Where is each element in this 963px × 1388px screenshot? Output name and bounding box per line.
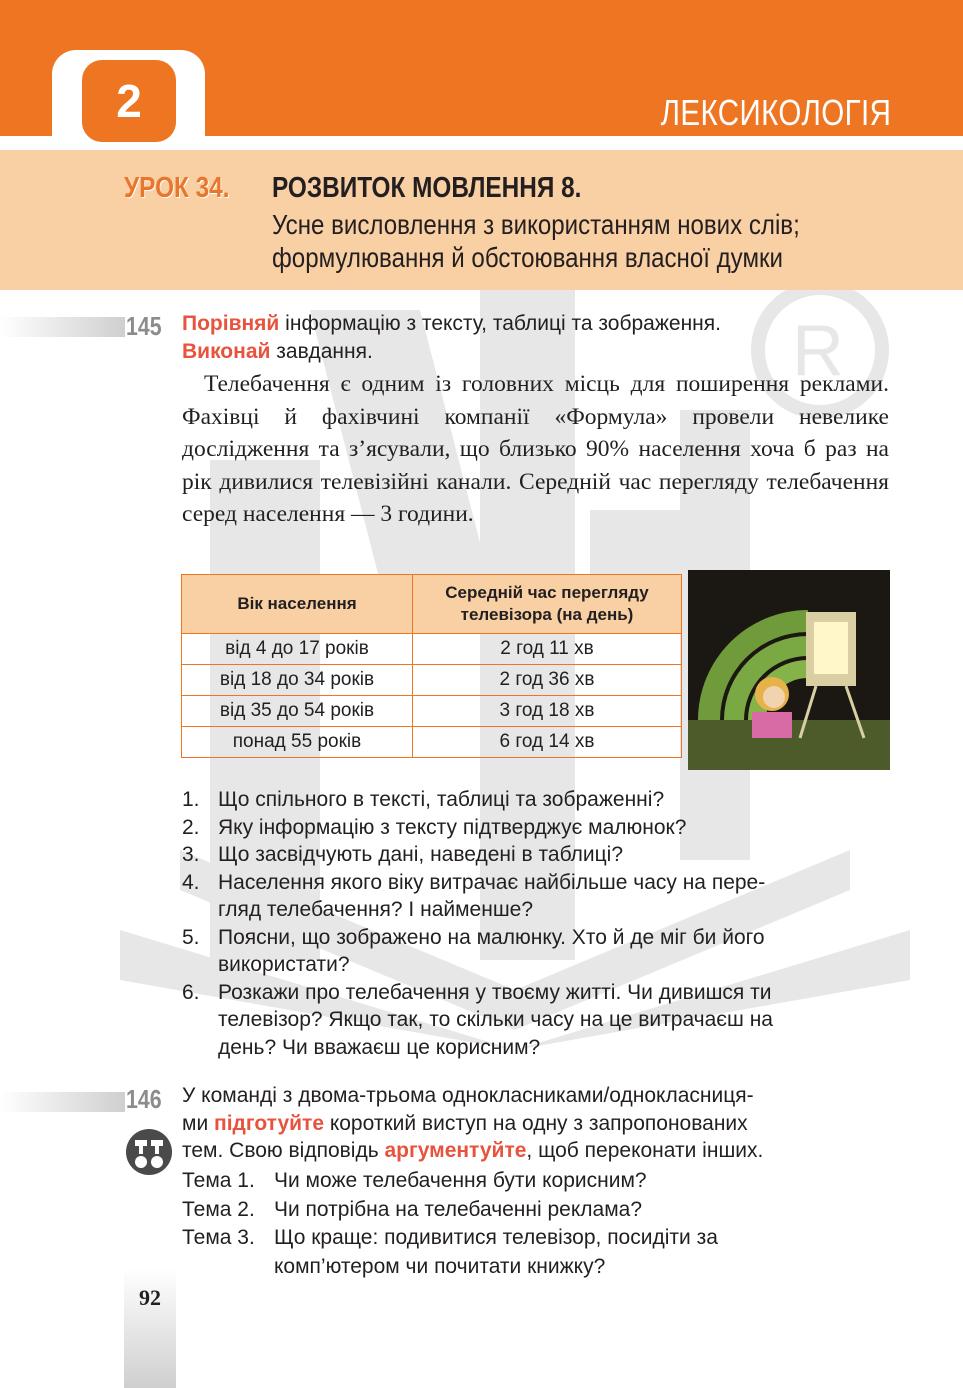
task-line [182,338,721,366]
item-number: 4. [182,870,200,894]
item-text: Яку інформацію з тексту підтверджує малюнок? [218,815,687,839]
lesson-label: УРОК 34. [124,172,230,204]
list-item [182,786,773,814]
topic-label: Тема 3. [182,1226,255,1249]
item-text [218,869,765,924]
topic-label: Тема 2. [182,1197,255,1221]
task-verb: Виконай [182,340,271,363]
topic-text-line: комп’ютером чи почитати книжку? [274,1254,606,1278]
svg-text:R: R [792,311,844,391]
column-header: Вік населення [182,575,413,634]
list-item [182,869,773,924]
table-cell: 2 год 11 хв [413,634,682,665]
table-cell: від 18 до 34 років [182,665,413,696]
page-number: 92 [139,1285,161,1310]
table-cell: від 35 до 54 років [182,696,413,727]
list-item [182,841,773,869]
topic-label: Тема 1. [182,1169,255,1192]
viewing-time-table [181,574,682,758]
item-number: 5. [182,925,200,949]
table-row [182,665,682,696]
list-item [182,979,773,1062]
chapter-number: 2 [82,60,176,142]
task-text: завдання. [270,340,373,363]
exercise-text [182,368,889,531]
question-list [182,786,773,1061]
task-verb: аргументуйте [384,1139,527,1162]
exercise-marker-bar [0,1092,125,1112]
task-line [182,310,721,338]
table-cell: 6 год 14 хв [413,727,682,758]
item-number: 6. [182,980,200,1004]
topic-list [182,1167,718,1281]
item-text-line: Населення якого віку витрачає найбільше часу на пере- [218,870,766,894]
task-text: , щоб переконати інших. [526,1139,764,1162]
item-text-line: Поясни, що зображено на малюнку. Хто й де міг би його [218,925,765,949]
item-number: 2. [182,815,200,839]
topic-text [274,1224,718,1281]
task-text: тем. Свою відповідь [182,1139,385,1162]
table-row [182,634,682,665]
item-number: 1. [182,788,200,811]
topic-item [182,1224,718,1281]
item-text-line: використати? [218,953,350,976]
exercise-number: 145 [126,311,162,341]
task-text: короткий виступ на одну з запропонованих [324,1111,748,1135]
task-text: ми [182,1111,215,1135]
item-text-line: день? Чи вважаєш це корисним? [218,1035,541,1059]
lesson-title: РОЗВИТОК МОВЛЕННЯ 8. [272,172,582,204]
task-line: У команді з двома-трьома однокласниками/однокласниця- [182,1084,754,1107]
task-verb: підготуйте [214,1111,324,1135]
list-item [182,924,773,979]
table-cell: 3 год 18 хв [413,696,682,727]
topic-text: Чи може телебачення бути корисним? [274,1169,647,1192]
tv-illustration [688,570,890,770]
task-line [182,1137,763,1165]
topic-item [182,1167,718,1196]
item-text-line: гляд телебачення? І найменше? [218,898,534,921]
lesson-subtitle-line: формулювання й обстоювання власної думки [272,242,783,273]
task-line [182,1110,763,1138]
paragraph: Телебачення є одним із головних місць для поширення реклами. Фахівці й фахівчині компанії «Формула» провели невелике дослідження та з’ясували, що близько 90% населення хоча б раз на рік дивилися телевізійні канали. Середній час перегляду телебачення серед населення — 3 години. [182,371,889,527]
table-cell: понад 55 років [182,727,413,758]
item-text-line: телевізор? Якщо так, то скільки часу на це витрачаєш на [218,1008,773,1031]
table-cell: від 4 до 17 років [182,634,413,665]
exercise-number: 146 [126,1084,162,1114]
item-number: 3. [182,843,200,866]
group-work-icon [125,1128,173,1176]
item-text [218,924,765,979]
topic-text-line: Що краще: подивитися телевізор, посидіти за [274,1226,718,1249]
exercise-marker-bar [0,317,125,337]
section-title: ЛЕКСИКОЛОГІЯ [660,92,891,133]
item-text [218,979,773,1062]
item-text: Що спільного в тексті, таблиці та зображенні? [218,788,665,811]
table-header-row [182,575,682,634]
list-item [182,814,773,842]
task-text: інформацію з тексту, таблиці та зображення. [279,312,721,335]
item-text: Що засвідчують дані, наведені в таблиці? [218,843,624,866]
lesson-subtitle-line: Усне висловлення з використанням нових слів; [272,209,800,240]
exercise-task [182,1082,763,1165]
topic-item [182,1196,718,1225]
exercise-task [182,310,721,366]
table-row [182,696,682,727]
column-header: Середній час перегляду телевізора (на день) [413,575,682,634]
table-cell: 2 год 36 хв [413,665,682,696]
table-row [182,727,682,758]
task-verb: Порівняй [182,312,280,335]
lesson-subtitle [272,208,800,274]
topic-text: Чи потрібна на телебаченні реклама? [274,1197,643,1221]
item-text-line: Розкажи про телебачення у твоєму житті. Чи дивишся ти [218,980,772,1004]
